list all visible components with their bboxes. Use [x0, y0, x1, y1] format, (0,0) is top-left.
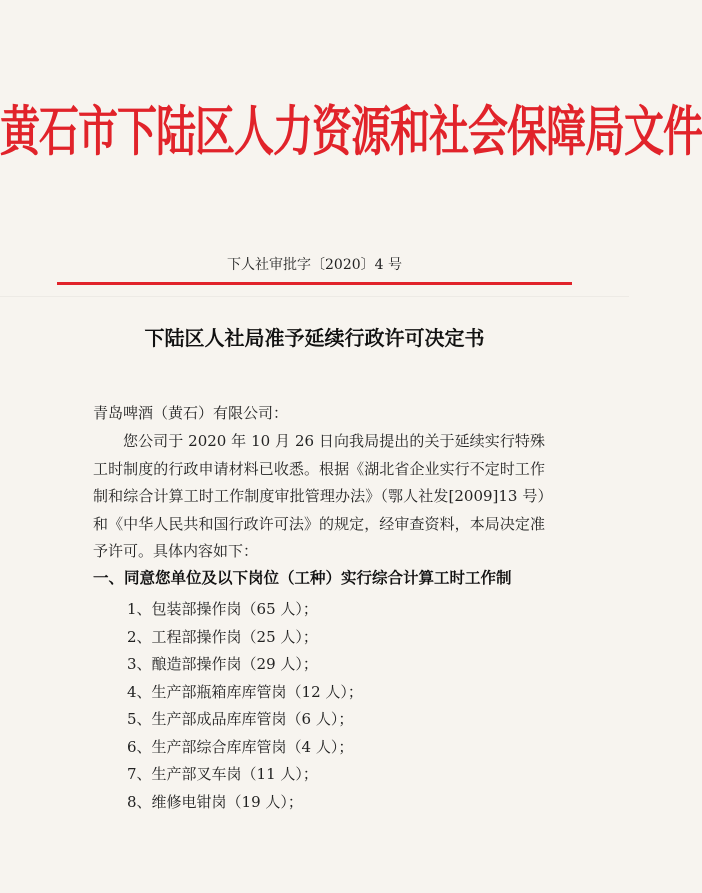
body-paragraph: 您公司于 2020 年 10 月 26 日向我局提出的关于延续实行特殊工时制度的行政申请材料已收悉。根据《湖北省企业实行不定时工作制和综合计算工时工作制度审批管理办法》（鄂人社发[2009]13 号）和《中华人民共和国行政许可法》的规定，经审查资料，本局决定准予许可。具体内容如下：	[93, 432, 545, 560]
position-list	[127, 596, 363, 816]
list-item: 7、生产部叉车岗（11 人）；	[127, 765, 318, 783]
list-item: 4、生产部瓶箱库库管岗（12 人）；	[127, 682, 363, 701]
document-title: 下陆区人社局准予延续行政许可决定书	[144, 326, 485, 350]
list-item: 8、维修电钳岗（19 人）；	[127, 792, 303, 811]
issuing-authority-header: 黄石市下陆区人力资源和社会保障局文件	[0, 101, 702, 164]
document-number: 下人社审批字〔2020〕4 号	[227, 257, 402, 273]
red-divider-line	[57, 282, 572, 285]
list-item: 1、包装部操作岗（65 人）；	[127, 600, 318, 618]
list-item: 6、生产部综合库库管岗（4 人）；	[127, 737, 354, 756]
list-item: 5、生产部成品库库管岗（6 人）；	[127, 710, 354, 728]
paper-fold	[0, 296, 629, 297]
addressee: 青岛啤酒（黄石）有限公司：	[93, 404, 289, 422]
list-item: 2、工程部操作岗（25 人）；	[127, 627, 318, 646]
section-heading: 一、同意您单位及以下岗位（工种）实行综合计算工时工作制	[93, 569, 512, 587]
list-item: 3、酿造部操作岗（29 人）；	[127, 655, 318, 673]
